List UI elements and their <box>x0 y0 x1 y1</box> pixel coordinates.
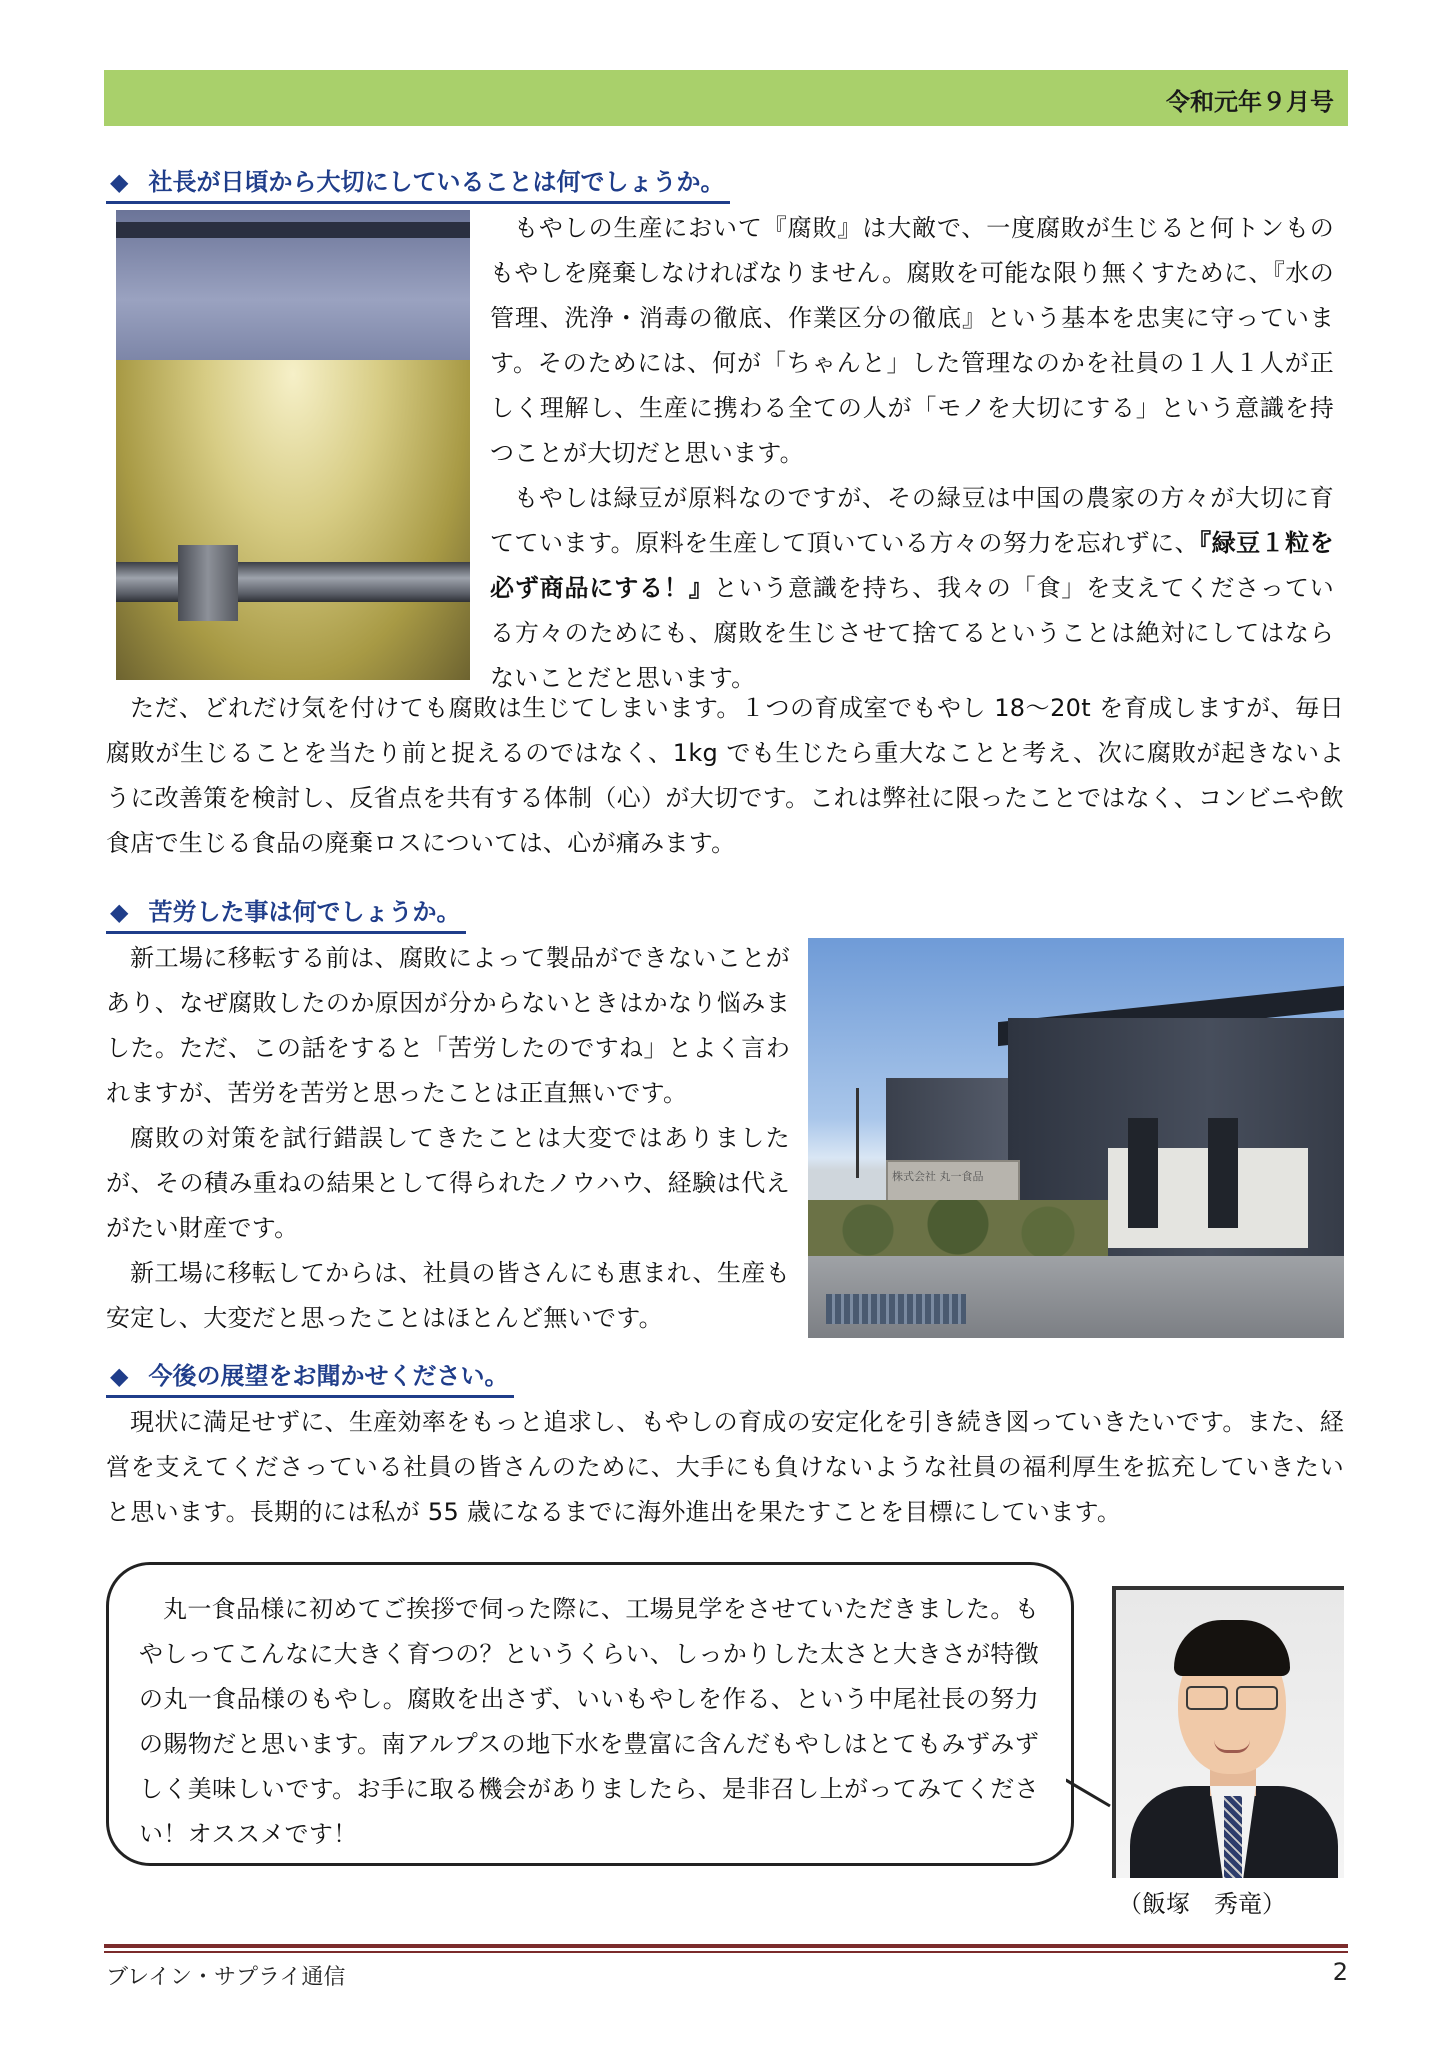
section1-para3: ただ、どれだけ気を付けても腐敗は生じてしまいます。１つの育成室でもやし 18～20t を育成しますが、毎日腐敗が生じることを当たり前と捉えるのではなく、1kg でも生じたら重大なことと考え、次に腐敗が起きないように改善策を検討し、反省点を共有する体制（心）が大切です。これは弊社に限ったことではなく、コンビニや飲食店で生じる食品の廃棄ロスについては、心が痛みます。 <box>106 694 1344 857</box>
section1-para1: もやしの生産において『腐敗』は大敵で、一度腐敗が生じると何トンものもやしを廃棄しなければなりません。腐敗を可能な限り無くすために、『水の管理、洗浄・消毒の徹底、作業区分の徹底』という基本を忠実に守っています。そのためには、何が「ちゃんと」した管理なのかを社員の１人１人が正しく理解し、生産に携わる全ての人が「モノを大切にする」という意識を持つことが大切だと思います。 <box>490 214 1334 467</box>
factory-building-photo <box>808 938 1344 1338</box>
section3-body <box>106 1400 1344 1535</box>
comment-body <box>139 1587 1039 1857</box>
section3-para1: 現状に満足せずに、生産効率をもっと追求し、もやしの育成の安定化を引き続き図っていきたいです。また、経営を支えてくださっている社員の皆さんのために、大手にも負けないような社員の福利厚生を拡充していきたいと思います。長期的には私が 55 歳になるまでに海外進出を果たすことを目標にしています。 <box>106 1408 1344 1526</box>
section2-heading <box>106 892 466 934</box>
section3-heading-text: 今後の展望をお聞かせください。 <box>148 1362 509 1390</box>
section2-heading-text: 苦労した事は何でしょうか。 <box>148 898 461 926</box>
section1-body <box>490 206 1334 701</box>
issue-date: 令和元年９月号 <box>1166 88 1334 116</box>
header-bar <box>104 70 1348 126</box>
section1-para3-block <box>106 686 1344 866</box>
diamond-bullet-icon: ◆ <box>110 898 129 926</box>
staff-portrait-photo <box>1112 1586 1344 1878</box>
portrait-caption: （飯塚 秀竜） <box>1118 1890 1286 1918</box>
section2-body <box>106 936 790 1341</box>
newsletter-name: ブレイン・サプライ通信 <box>106 1965 346 1990</box>
section1-para2: もやしは緑豆が原料なのですが、その緑豆は中国の農家の方々が大切に育てています。原料を生産して頂いている方々の努力を忘れずに、『緑豆１粒を必ず商品にする！』という意識を持ち、我々の「食」を支えてくださっている方々のためにも、腐敗を生じさせて捨てるということは絶対にしてはならないことだと思います。 <box>490 484 1335 692</box>
section2-para1: 新工場に移転する前は、腐敗によって製品ができないことがあり、なぜ腐敗したのか原因が分からないときはかなり悩みました。ただ、この話をすると「苦労したのですね」とよく言われますが、苦労を苦労と思ったことは正直無いです。 <box>106 944 790 1107</box>
moyashi-growing-room-photo <box>116 210 470 680</box>
comment-bubble <box>106 1562 1074 1866</box>
comment-text: 丸一食品様に初めてご挨拶で伺った際に、工場見学をさせていただきました。もやしってこんなに大きく育つの？というくらい、しっかりした太さと大きさが特徴の丸一食品様のもやし。腐敗を出さず、いいもやしを作る、という中尾社長の努力の賜物だと思います。南アルプスの地下水を豊富に含んだもやしはとてもみずみずしく美味しいです。お手に取る機会がありましたら、是非召し上がってみてください！オススメです！ <box>139 1595 1039 1848</box>
bubble-tail <box>1052 1770 1112 1810</box>
section1-heading <box>106 162 730 204</box>
factory-sign: 株式会社 丸一食品 <box>886 1160 1020 1224</box>
diamond-bullet-icon: ◆ <box>110 168 129 196</box>
section3-heading <box>106 1356 514 1398</box>
footer-rule <box>104 1944 1348 1948</box>
section2-para2: 腐敗の対策を試行錯誤してきたことは大変ではありましたが、その積み重ねの結果として得られたノウハウ、経験は代えがたい財産です。 <box>106 1124 790 1242</box>
diamond-bullet-icon: ◆ <box>110 1362 129 1390</box>
section2-para3: 新工場に移転してからは、社員の皆さんにも恵まれ、生産も安定し、大変だと思ったことはほとんど無いです。 <box>106 1259 790 1332</box>
footer-rule-thin <box>104 1951 1348 1953</box>
section1-emphasis: 『緑豆１粒を必ず商品にする！』 <box>490 529 1334 602</box>
section1-heading-text: 社長が日頃から大切にしていることは何でしょうか。 <box>148 168 725 196</box>
page-number: 2 <box>1332 1958 1348 1986</box>
